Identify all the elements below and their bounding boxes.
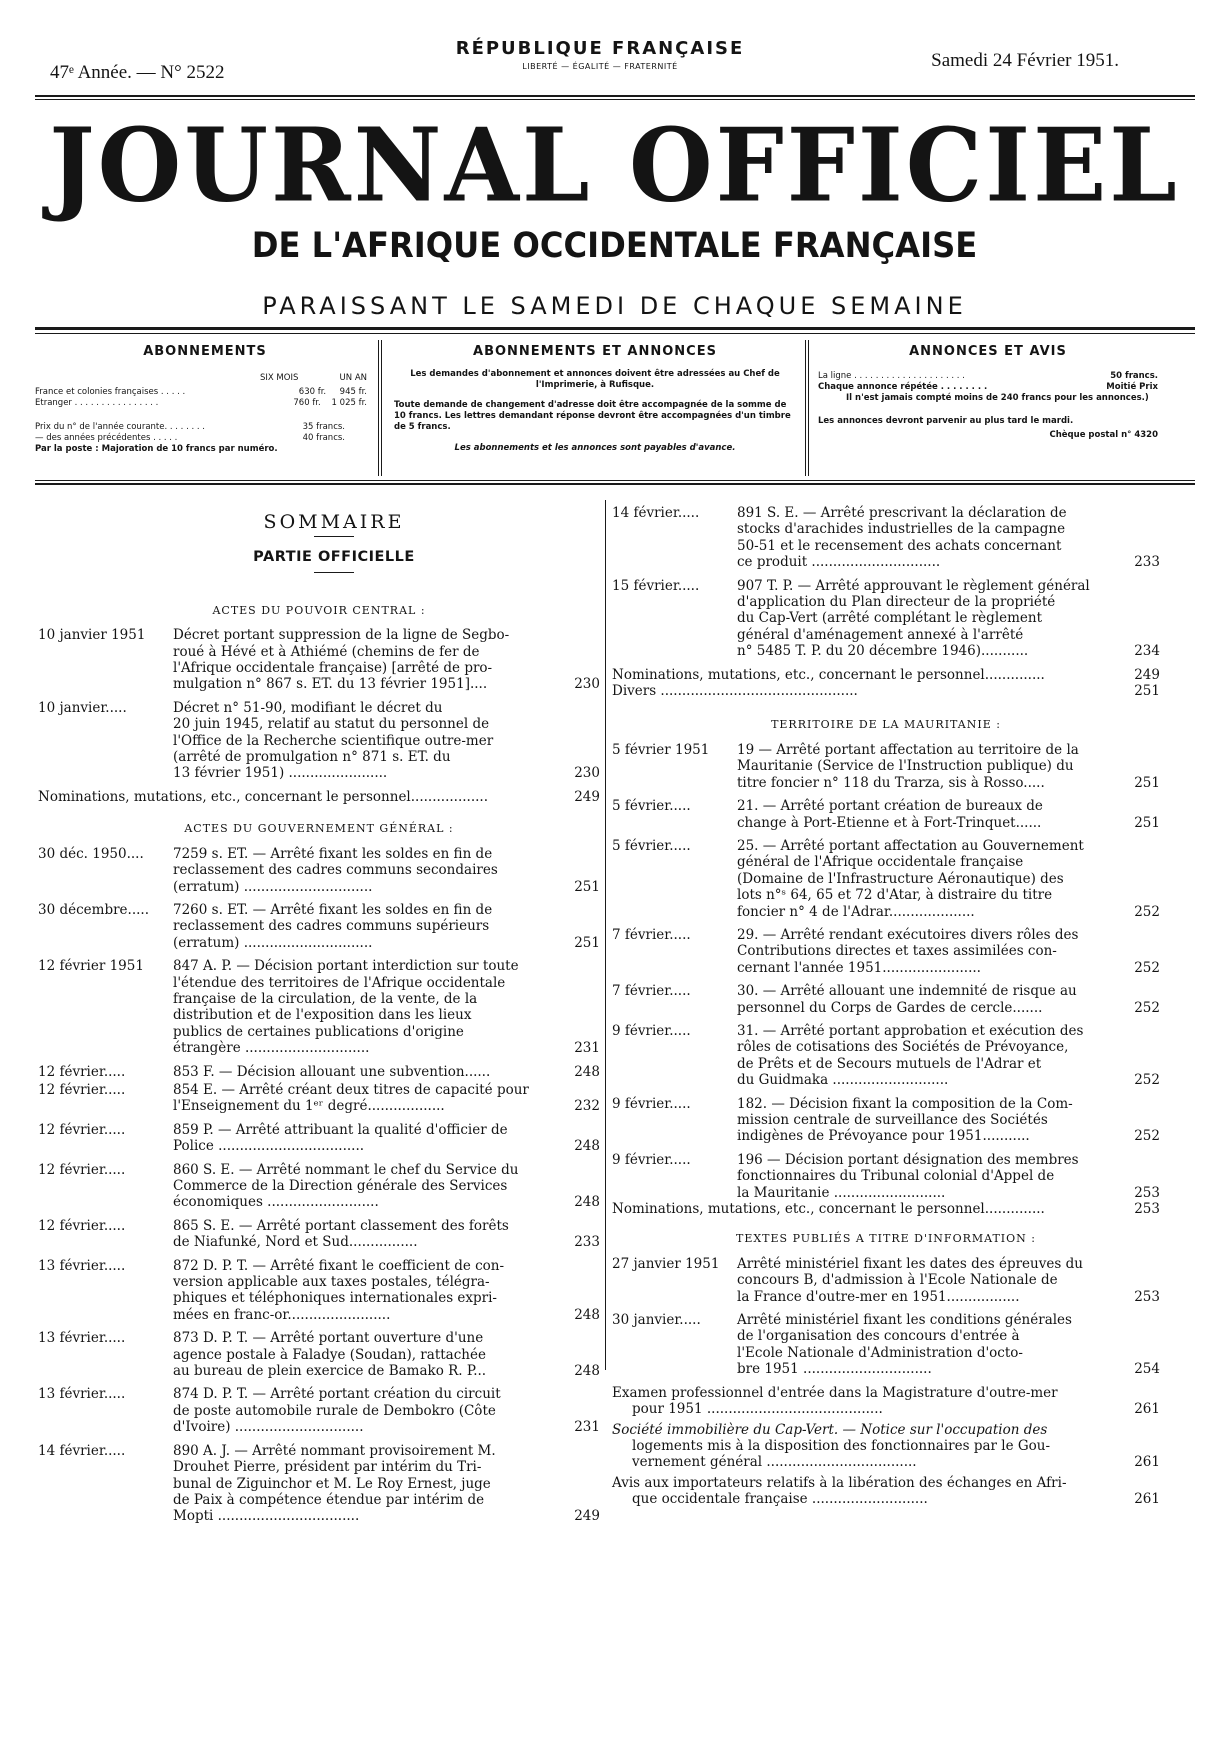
address-notice: Les demandes d'abonnement et annonces doivent être adressées au Chef de l'Imprimerie, à Rufisque. (410, 369, 780, 390)
entry-date: 5 février..... (612, 798, 691, 815)
entry-text: 31. — Arrêté portant approbation et exécution des rôles de cotisations des Sociétés de Prévoyance, de Prêts et de Secours mutuels de l'Adrar et du Guidmaka ........................... (737, 1022, 1084, 1089)
entry-date: 30 décembre..... (38, 901, 149, 918)
toc-entry (612, 838, 1160, 920)
toc-entry (38, 1330, 600, 1379)
entry-page: 248 (574, 1306, 600, 1323)
entry-text: 854 E. — Arrêté créant deux titres de capacité pour l'Enseignement du 1ᵉʳ degré.................. (173, 1081, 529, 1115)
toc-entry (612, 1152, 1160, 1201)
price-current-value: 35 francs. (302, 422, 345, 432)
issue-number: 47ᵉ Année. — N° 2522 (50, 62, 225, 83)
line-price-value: 50 francs. (1110, 371, 1158, 381)
issue-date: Samedi 24 Février 1951. (931, 50, 1119, 71)
toc-entry (612, 1023, 1160, 1089)
entry-text: Société immobilière du Cap-Vert. — Notice sur l'occupation des logements mis à la disposition des fonctionnaires par le Gou- vernement général ................................... (612, 1421, 1051, 1471)
repeat-price-value: Moitié Prix (1106, 382, 1158, 392)
repeat-price-label: Chaque annonce répétée . . . . . . . . (818, 382, 988, 392)
toc-entry (612, 1256, 1160, 1305)
entry-text: 874 D. P. T. — Arrêté portant création du circuit de poste automobile rurale de Dembokro (Côte d'Ivoire) .............................. (173, 1386, 501, 1436)
entry-page: 252 (1134, 1128, 1160, 1145)
payment-notice: Les abonnements et les annonces sont payables d'avance. (454, 443, 736, 453)
republic-motto: LIBERTÉ — ÉGALITÉ — FRATERNITÉ (522, 62, 678, 71)
rate-label-france: France et colonies françaises . . . . . (35, 387, 186, 397)
annonces-avis-title: ANNONCES ET AVIS (909, 344, 1067, 359)
toc-entry (612, 1201, 1160, 1217)
entry-date: 12 février 1951 (38, 958, 144, 975)
sommaire-rule (314, 536, 354, 537)
entry-page: 251 (1134, 814, 1160, 831)
entry-text: 7260 s. ET. — Arrêté fixant les soldes en fin de reclassement des cadres communs supérieurs (erratum) .............................. (173, 901, 493, 951)
entry-date: 14 février..... (612, 505, 700, 521)
toc-entry (612, 505, 1160, 571)
price-current-label: Prix du n° de l'année courante. . . . . . . . (35, 422, 205, 432)
line-price-label: La ligne . . . . . . . . . . . . . . . . . . . . . (818, 371, 965, 381)
entry-page: 230 (574, 765, 600, 782)
sommaire-right-column (612, 505, 1160, 1512)
postal-check-number: Chèque postal n° 4320 (1049, 430, 1158, 440)
toc-entry (38, 902, 600, 951)
toc-entry (38, 1443, 600, 1525)
entry-page: 261 (1134, 1401, 1160, 1418)
header-rule-thin (35, 99, 1195, 100)
entry-text: Arrêté ministériel fixant les dates des épreuves du concours B, d'admission à l'Ecole Nationale de la France d'outre-mer en 1951................. (737, 1255, 1083, 1305)
entry-page: 248 (574, 1194, 600, 1211)
toc-entry (612, 578, 1160, 660)
entry-page: 252 (1134, 1072, 1160, 1089)
box-divider-2b (808, 340, 809, 476)
toc-entry (38, 1218, 600, 1251)
toc-entry (612, 667, 1160, 683)
entry-text: 196 — Décision portant désignation des membres fonctionnaires du Tribunal colonial d'Appel de la Mauritanie .......................... (737, 1151, 1079, 1201)
toc-entry (38, 789, 600, 805)
entry-date: 9 février..... (612, 1022, 691, 1039)
entry-text: 865 S. E. — Arrêté portant classement des forêts de Niafunké, Nord et Sud................ (173, 1217, 509, 1251)
entry-text: Examen professionnel d'entrée dans la Magistrature d'outre-mer pour 1951 ......................................... (612, 1384, 1058, 1418)
entry-text: 21. — Arrêté portant création de bureaux de change à Port-Etienne et à Fort-Trinquet...... (737, 798, 1043, 831)
entry-text: Arrêté ministériel fixant les conditions générales de l'organisation des concours d'entrée à l'Ecole Nationale d'Administration d'octo- bre 1951 .............................. (737, 1312, 1072, 1378)
box-divider-2 (805, 340, 806, 476)
entry-page: 253 (1134, 1288, 1160, 1305)
price-previous-value: 40 francs. (302, 433, 345, 443)
entry-text: Nominations, mutations, etc., concernant le personnel.............. (612, 1201, 1045, 1218)
change-address-notice: Toute demande de changement d'adresse doit être accompagnée de la somme de 10 francs. Les lettres demandant réponse devront être accompagnées d'un timbre de 5 francs. (394, 400, 791, 432)
entry-date: 7 février..... (612, 926, 691, 943)
entry-page: 231 (574, 1040, 600, 1057)
entry-date: 27 janvier 1951 (612, 1255, 720, 1272)
entry-page: 232 (574, 1098, 600, 1115)
section-textes-information: TEXTES PUBLIÉS A TITRE D'INFORMATION : (735, 1232, 1037, 1246)
box-divider-1b (381, 340, 382, 476)
entry-text: Décret n° 51-90, modifiant le décret du 20 juin 1945, relatif au statut du personnel de l'Office de la Recherche scientifique outre-mer (arrêté de promulgation n° 871 s. ET. du 13 février 1951) ....................... (173, 699, 494, 782)
rate-label-etranger: Etranger . . . . . . . . . . . . . . . . (35, 398, 159, 408)
toc-entry (612, 683, 1160, 699)
entry-page: 249 (1134, 666, 1160, 683)
toc-entry (38, 1386, 600, 1435)
entry-page: 248 (574, 1063, 600, 1080)
entry-page: 261 (1134, 1454, 1160, 1471)
entry-text: 873 D. P. T. — Arrêté portant ouverture d'une agence postale à Faladye (Soudan), rattachée au bureau de plein exercice de Bamako R. P... (173, 1330, 487, 1380)
toc-entry (612, 983, 1160, 1016)
entry-date: 12 février..... (38, 1161, 126, 1178)
toc-entry (612, 1385, 1160, 1418)
entry-date: 13 février..... (38, 1330, 126, 1347)
boxes-top-rule (35, 327, 1195, 330)
entry-page: 253 (1134, 1201, 1160, 1218)
entry-text: Décret portant suppression de la ligne de Segbo- roué à Hévé et à Athiémé (chemins de fer de l'Afrique occidentale française) [arrêté de pro- mulgation n° 867 s. ET. du 13 février 1951].... (173, 627, 510, 693)
entry-text: Divers .............................................. (612, 683, 858, 700)
entry-page: 233 (574, 1234, 600, 1251)
entry-date: 7 février..... (612, 983, 691, 1000)
toc-entry (38, 846, 600, 895)
toc-entry (612, 1475, 1160, 1508)
republic-title: RÉPUBLIQUE FRANÇAISE (455, 38, 745, 59)
deadline-note: Les annonces devront parvenir au plus tard le mardi. (818, 416, 1074, 426)
entry-date: 5 février..... (612, 837, 691, 854)
entry-page: 251 (574, 878, 600, 895)
entry-text: 7259 s. ET. — Arrêté fixant les soldes en fin de reclassement des cadres communs secondaires (erratum) .............................. (173, 845, 498, 895)
entry-page: 231 (574, 1419, 600, 1436)
entry-text: 847 A. P. — Décision portant interdiction sur toute l'étendue des territoires de l'Afrique occidentale française de la circulation, de la vente, de la distribution et de l'exposition dans les lieux publics de certaines publications d'origine étrangère ............................. (173, 958, 519, 1057)
abonnements-annonces-title: ABONNEMENTS ET ANNONCES (473, 344, 717, 359)
un-an-label: UN AN (339, 373, 367, 383)
boxes-top-rule-thin (35, 333, 1195, 334)
boxes-bottom-rule-thick (35, 483, 1195, 485)
partie-rule (314, 572, 354, 573)
postal-surcharge: Par la poste : Majoration de 10 francs par numéro. (35, 444, 278, 454)
entry-text: 29. — Arrêté rendant exécutoires divers rôles des Contributions directes et taxes assimilées con- cernant l'année 1951....................... (737, 926, 1079, 976)
toc-entry (38, 1162, 600, 1211)
entry-date: 13 février..... (38, 1257, 126, 1274)
toc-entry (38, 1122, 600, 1155)
entry-date: 30 déc. 1950.... (38, 845, 144, 862)
entry-date: 9 février..... (612, 1151, 691, 1168)
abonnements-title: ABONNEMENTS (143, 344, 267, 359)
boxes-bottom-rule (35, 480, 1195, 481)
entry-text: 859 P. — Arrêté attribuant la qualité d'officier de Police .................................. (173, 1121, 508, 1155)
entry-text: 853 F. — Décision allouant une subvention...... (173, 1063, 491, 1080)
toc-entry (38, 627, 600, 693)
toc-entry (612, 798, 1160, 831)
toc-entry (38, 1064, 600, 1080)
toc-entry (612, 927, 1160, 976)
entry-text: Nominations, mutations, etc., concernant le personnel.................. (38, 788, 488, 805)
entry-date: 12 février..... (38, 1217, 126, 1234)
masthead-subtitle: DE L'AFRIQUE OCCIDENTALE FRANÇAISE (251, 226, 978, 266)
toc-entry (38, 700, 600, 782)
section-mauritanie: TERRITOIRE DE LA MAURITANIE : (771, 718, 1001, 732)
masthead: JOURNAL OFFICIEL (49, 106, 1180, 225)
entry-date: 14 février..... (38, 1442, 126, 1459)
toc-entry (612, 742, 1160, 791)
entry-page: 249 (574, 788, 600, 805)
entry-date: 12 février..... (38, 1081, 126, 1098)
rate-france-1y: 945 fr. (339, 387, 367, 397)
price-previous-label: — des années précédentes . . . . . (35, 433, 178, 443)
abonnements-box (35, 340, 375, 476)
entry-date: 12 février..... (38, 1063, 126, 1080)
entry-date: 5 février 1951 (612, 741, 710, 758)
entry-page: 248 (574, 1363, 600, 1380)
entry-date: 10 janvier..... (38, 699, 127, 716)
entry-date: 15 février..... (612, 577, 700, 594)
toc-entry (612, 1096, 1160, 1145)
entry-text: 182. — Décision fixant la composition de la Com- mission centrale de surveillance des Sociétés indigènes de Prévoyance pour 1951........... (737, 1095, 1073, 1145)
entry-date: 10 janvier 1951 (38, 627, 146, 644)
entry-text: 19 — Arrêté portant affectation au territoire de la Mauritanie (Service de l'Instruction publique) du titre foncier n° 118 du Trarza, sis à Rosso..... (737, 741, 1079, 791)
sommaire-left-column (38, 511, 600, 1532)
entry-page: 254 (1134, 1361, 1160, 1378)
entry-page: 252 (1134, 999, 1160, 1016)
entry-text: 30. — Arrêté allouant une indemnité de risque au personnel du Corps de Gardes de cercle....... (737, 983, 1077, 1016)
entry-page: 252 (1134, 959, 1160, 976)
entry-date: 9 février..... (612, 1095, 691, 1112)
entry-text: 890 A. J. — Arrêté nommant provisoirement M. Drouhet Pierre, président par intérim du Tri- bunal de Ziguinchor et M. Le Roy Ernest, juge de Paix à compétence étendue par intérim de Mopti ................................. (173, 1442, 496, 1525)
entry-page: 251 (1134, 774, 1160, 791)
toc-entry (38, 958, 600, 1056)
toc-entry (38, 1258, 600, 1324)
entry-text: Avis aux importateurs relatifs à la libération des échanges en Afri- que occidentale française ........................... (612, 1474, 1067, 1508)
toc-entry (612, 1312, 1160, 1378)
entry-page: 251 (574, 934, 600, 951)
box-divider-1 (378, 340, 379, 476)
entry-text: 25. — Arrêté portant affectation au Gouvernement général de l'Afrique occidentale française (Domaine de l'Infrastructure Aéronautique) des lots n°ˢ 64, 65 et 72 d'Atar, à distraire du titre foncier n° 4 de l'Adrar.................... (737, 837, 1084, 920)
toc-entry (612, 1422, 1160, 1471)
entry-page: 252 (1134, 903, 1160, 920)
entry-text: 907 T. P. — Arrêté approuvant le règlement général d'application du Plan directeur de la propriété du Cap-Vert (arrêté complétant le règlement général d'aménagement annexé à l'arrêté n° 5485 T. P. du 20 décembre 1946)........... (737, 577, 1090, 660)
entry-text: 872 D. P. T. — Arrêté fixant le coefficient de con- version applicable aux taxes postales, télégra- phiques et téléphoniques internationales expri- mées en franc-or........................ (173, 1257, 505, 1323)
abonnements-annonces-box (390, 340, 800, 476)
annonces-avis-box (818, 340, 1158, 476)
column-divider (605, 500, 606, 1370)
six-mois-label: SIX MOIS (260, 373, 299, 383)
entry-page: 251 (1134, 683, 1160, 700)
entry-page: 230 (574, 676, 600, 693)
toc-entry (38, 1082, 600, 1115)
entry-date: 12 février..... (38, 1121, 126, 1138)
entry-page: 234 (1134, 643, 1160, 660)
entry-date: 13 février..... (38, 1386, 126, 1403)
entry-page: 253 (1134, 1184, 1160, 1201)
partie-officielle-title: PARTIE OFFICIELLE (253, 549, 415, 566)
entry-text: 860 S. E. — Arrêté nommant le chef du Service du Commerce de la Direction générale des Services économiques .......................... (173, 1161, 519, 1211)
rate-etranger-1y: 1 025 fr. (331, 398, 367, 408)
sommaire-title: SOMMAIRE (263, 511, 405, 533)
section-gouvernement-general: ACTES DU GOUVERNEMENT GÉNÉRAL : (184, 822, 454, 836)
publication-tagline: PARAISSANT LE SAMEDI DE CHAQUE SEMAINE (262, 292, 967, 320)
entry-date: 30 janvier..... (612, 1312, 701, 1329)
header-rule (35, 95, 1195, 97)
entry-page: 233 (1134, 554, 1160, 571)
rate-france-6m: 630 fr. (298, 387, 327, 397)
entry-page: 249 (574, 1508, 600, 1525)
entry-text: Nominations, mutations, etc., concernant le personnel.............. (612, 666, 1045, 683)
entry-text: 891 S. E. — Arrêté prescrivant la déclaration de stocks d'arachides industrielles de la campagne 50-51 et le recensement des achats concernant ce produit .............................. (737, 505, 1067, 571)
entry-page: 261 (1134, 1491, 1160, 1508)
rate-etranger-6m: 760 fr. (293, 398, 321, 408)
minimum-price-note: Il n'est jamais compté moins de 240 francs pour les annonces.) (846, 393, 1149, 403)
section-pouvoir-central: ACTES DU POUVOIR CENTRAL : (212, 603, 426, 617)
republic-header (440, 38, 760, 71)
entry-page: 248 (574, 1138, 600, 1155)
